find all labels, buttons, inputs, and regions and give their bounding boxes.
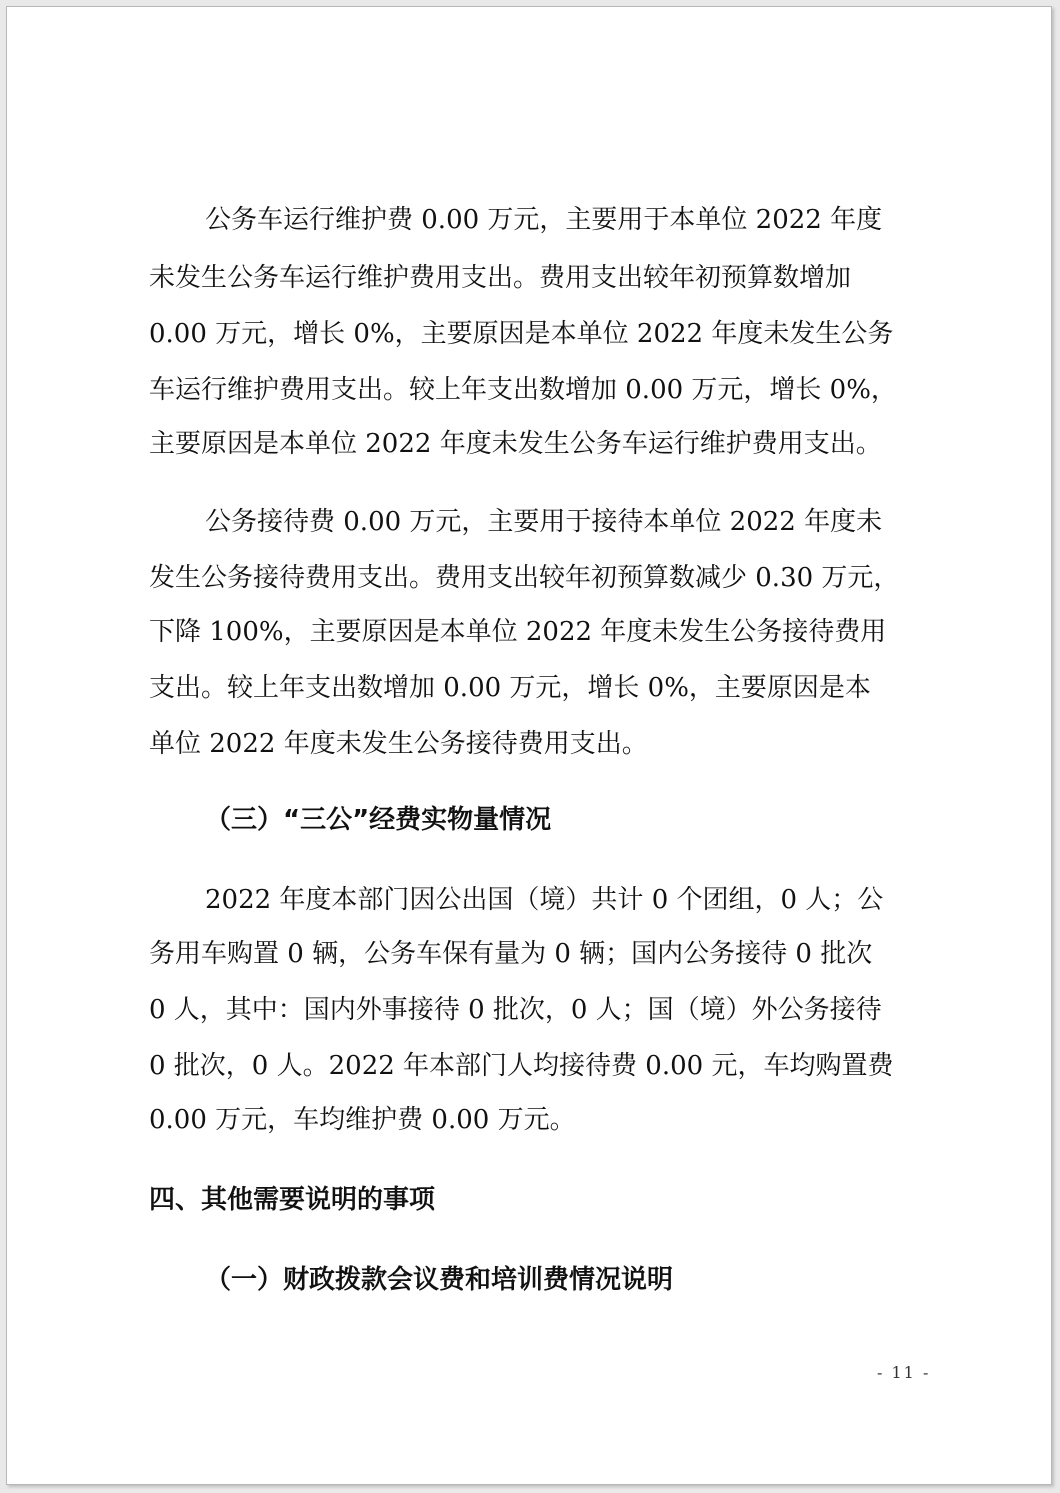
para2-line-4: 支出。较上年支出数增加 0.00 万元，增长 0%，主要原因是本 (149, 673, 871, 703)
para1-line-3: 0.00 万元，增长 0%，主要原因是本单位 2022 年度未发生公务 (149, 319, 894, 349)
para3-line-4: 0 批次，0 人。2022 年本部门人均接待费 0.00 元，车均购置费 (149, 1051, 894, 1081)
document-page (6, 6, 1052, 1485)
para3-line-3: 0 人，其中：国内外事接待 0 批次，0 人；国（境）外公务接待 (149, 995, 882, 1025)
para2-line-3: 下降 100%，主要原因是本单位 2022 年度未发生公务接待费用 (149, 617, 887, 647)
para2-line-2: 发生公务接待费用支出。费用支出较年初预算数减少 0.30 万元， (149, 563, 900, 593)
para1-line-4: 车运行维护费用支出。较上年支出数增加 0.00 万元，增长 0%， (149, 375, 897, 405)
chapter-heading-4: 四、其他需要说明的事项 (149, 1185, 436, 1215)
section-heading-3: （三）“三公”经费实物量情况 (205, 805, 552, 835)
para1-line-5: 主要原因是本单位 2022 年度未发生公务车运行维护费用支出。 (149, 429, 882, 459)
para3-line-1: 2022 年度本部门因公出国（境）共计 0 个团组，0 人；公 (205, 885, 884, 915)
para3-line-2: 务用车购置 0 辆，公务车保有量为 0 辆；国内公务接待 0 批次 (149, 939, 873, 969)
para3-line-5: 0.00 万元，车均维护费 0.00 万元。 (149, 1105, 576, 1135)
para1-line-1: 公务车运行维护费 0.00 万元，主要用于本单位 2022 年度 (205, 205, 883, 235)
para2-line-5: 单位 2022 年度未发生公务接待费用支出。 (149, 729, 648, 759)
section-heading-4-1: （一）财政拨款会议费和培训费情况说明 (205, 1265, 674, 1295)
para1-line-2: 未发生公务车运行维护费用支出。费用支出较年初预算数增加 (149, 263, 852, 293)
page-number: - 11 - (877, 1363, 931, 1382)
para2-line-1: 公务接待费 0.00 万元，主要用于接待本单位 2022 年度未 (205, 507, 883, 537)
